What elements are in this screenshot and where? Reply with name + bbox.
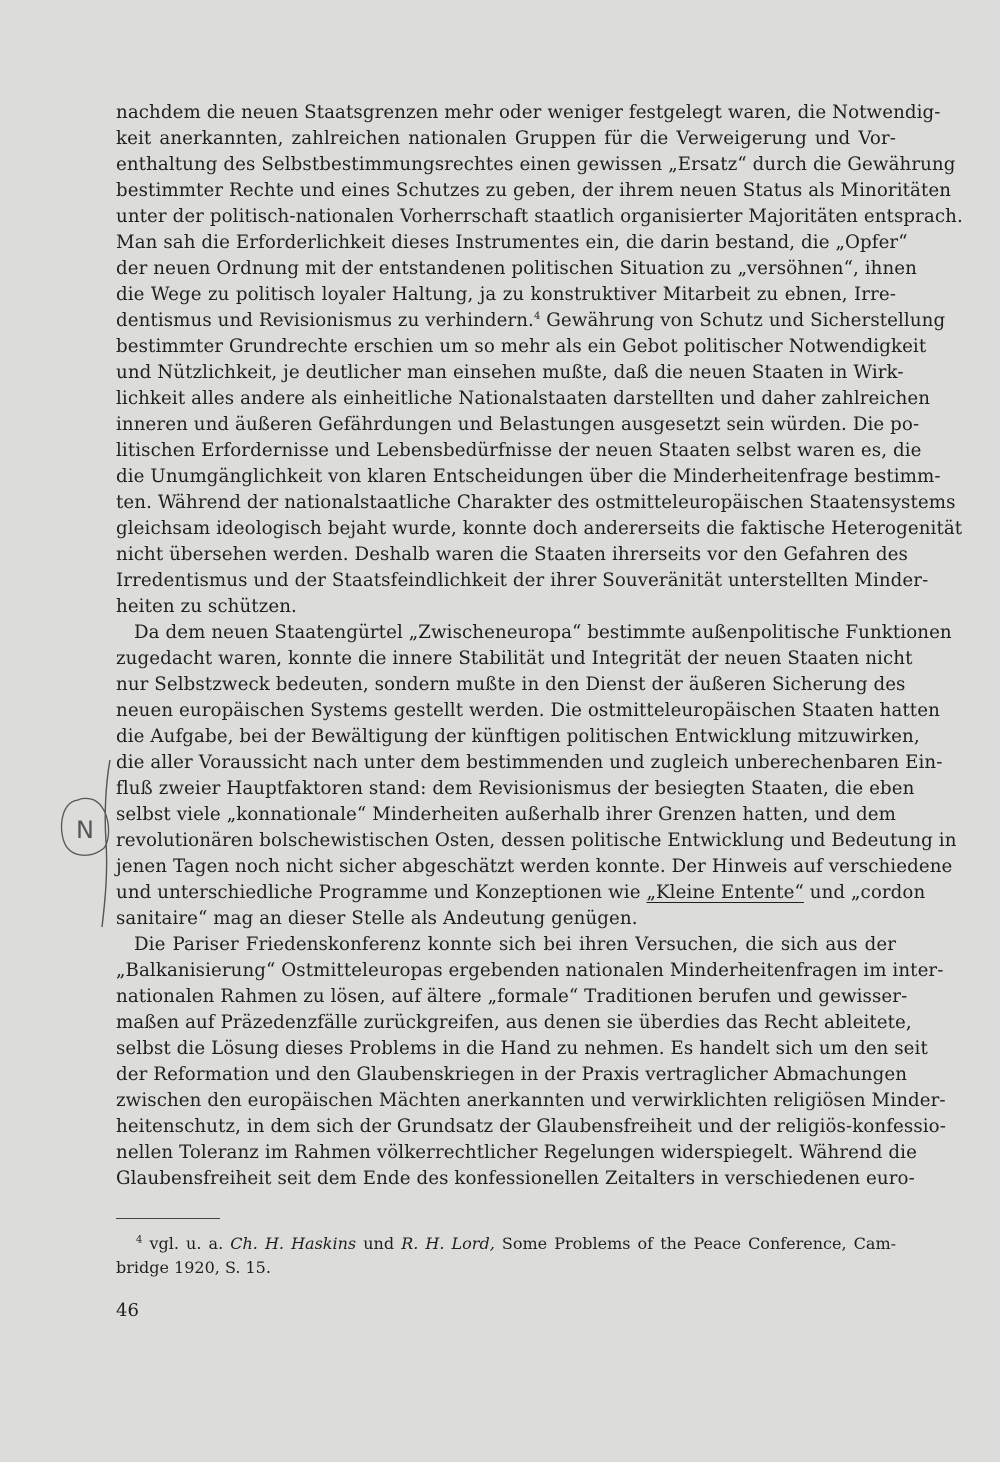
page-number: 46 — [116, 1300, 139, 1321]
footnote-number: 4 — [136, 1234, 143, 1246]
text-line: nicht übersehen werden. Deshalb waren die Staaten ihrerseits vor den Gefahren des — [116, 544, 908, 565]
margin-annotation — [48, 752, 128, 932]
text-line: Man sah die Erforderlichkeit dieses Instrumentes ein, die darin bestand, die „Opfer“ — [116, 232, 908, 253]
text-line: die aller Voraussicht nach unter dem bestimmenden und zugleich unberechenbaren Ein- — [116, 752, 943, 773]
text-line — [116, 308, 946, 334]
text-line: selbst die Lösung dieses Problems in die Hand zu nehmen. Es handelt sich um den seit — [116, 1038, 928, 1059]
text-line: die Unumgänglichkeit von klaren Entscheidungen über die Minderheitenfrage bestimm- — [116, 466, 941, 487]
text-line: Da dem neuen Staatengürtel „Zwischeneuropa“ bestimmte außenpolitische Funktionen — [134, 622, 952, 643]
text-line: Glaubensfreiheit seit dem Ende des konfessionellen Zeitalters in verschiedenen euro- — [116, 1168, 915, 1189]
text-line: unter der politisch-nationalen Vorherrschaft staatlich organisierter Majoritäten entsprach. — [116, 206, 963, 227]
text-line: maßen auf Präzedenzfälle zurückgreifen, aus denen sie überdies das Recht ableitete, — [116, 1012, 912, 1033]
text-line: zwischen den europäischen Mächten anerkannten und verwirklichten religiösen Minder- — [116, 1090, 946, 1111]
text-segment: Gewährung von Schutz und Sicherstellung — [540, 310, 946, 331]
paragraph-3 — [116, 932, 946, 1192]
text-line: „Balkanisierung“ Ostmitteleuropas ergebenden nationalen Minderheitenfragen im inter- — [116, 960, 944, 981]
body-text — [116, 100, 963, 1192]
text-line: fluß zweier Hauptfaktoren stand: dem Revisionismus der besiegten Staaten, die eben — [116, 778, 915, 799]
footnote-line: bridge 1920, S. 15. — [116, 1258, 271, 1277]
text-segment: und unterschiedliche Programme und Konzeptionen wie — [116, 882, 647, 903]
text-line: der neuen Ordnung mit der entstandenen politischen Situation zu „versöhnen“, ihnen — [116, 258, 917, 279]
text-line: selbst viele „konnationale“ Minderheiten außerhalb ihrer Grenzen hatten, und dem — [116, 804, 896, 825]
text-line: revolutionären bolschewistischen Osten, dessen politische Entwicklung und Bedeutung in — [116, 830, 957, 851]
footnote-author: Ch. H. Haskins — [230, 1234, 357, 1253]
text-line: jenen Tagen noch nicht sicher abgeschätzt werden konnte. Der Hinweis auf verschiedene — [116, 856, 953, 877]
paragraph-2 — [116, 620, 957, 932]
text-line: heiten zu schützen. — [116, 596, 297, 617]
text-line: litischen Erfordernisse und Lebensbedürfnisse der neuen Staaten selbst waren es, die — [116, 440, 922, 461]
footnote-author: R. H. Lord, — [401, 1234, 495, 1253]
text-line: lichkeit alles andere als einheitliche Nationalstaaten darstellten und daher zahlreichen — [116, 388, 931, 409]
text-line: nellen Toleranz im Rahmen völkerrechtlicher Regelungen widerspiegelt. Während die — [116, 1142, 917, 1163]
text-line: enthaltung des Selbstbestimmungsrechtes einen gewissen „Ersatz“ durch die Gewährung — [116, 154, 956, 175]
text-line: nationalen Rahmen zu lösen, auf ältere „formale“ Traditionen berufen und gewisser- — [116, 986, 908, 1007]
text-line: bestimmter Rechte und eines Schutzes zu geben, der ihrem neuen Status als Minoritäten — [116, 180, 952, 201]
text-line: nachdem die neuen Staatsgrenzen mehr oder weniger festgelegt waren, die Notwendig- — [116, 102, 941, 123]
footnote — [116, 1232, 896, 1280]
footnote-reference[interactable]: 4 — [533, 310, 541, 322]
text-line: ten. Während der nationalstaatliche Charakter des ostmitteleuropäischen Staatensystems — [116, 492, 956, 513]
footnote-text: Some Problems of the Peace Conference, Cam- — [494, 1234, 897, 1253]
text-line: bestimmter Grundrechte erschien um so mehr als ein Gebot politischer Notwendigkeit — [116, 336, 927, 357]
footnote-text: und — [356, 1234, 402, 1253]
text-line: und Nützlichkeit, je deutlicher man einsehen mußte, daß die neuen Staaten in Wirk- — [116, 362, 904, 383]
paragraph-1 — [116, 100, 963, 620]
text-line — [116, 880, 926, 906]
text-segment: dentismus und Revisionismus zu verhindern. — [116, 310, 534, 331]
text-line: nur Selbstzweck bedeuten, sondern mußte in den Dienst der äußeren Sicherung des — [116, 674, 906, 695]
text-line: sanitaire“ mag an dieser Stelle als Andeutung genügen. — [116, 908, 638, 929]
text-line: der Reformation und den Glaubenskriegen in der Praxis vertraglicher Abmachungen — [116, 1064, 908, 1085]
footnote-text: vgl. u. a. — [142, 1234, 231, 1253]
text-line: zugedacht waren, konnte die innere Stabilität und Integrität der neuen Staaten nicht — [116, 648, 913, 669]
text-line: Die Pariser Friedenskonferenz konnte sich bei ihren Versuchen, die sich aus der — [134, 934, 896, 955]
footnote-line — [116, 1232, 896, 1256]
text-segment: und „cordon — [803, 882, 926, 903]
text-line: die Wege zu politisch loyaler Haltung, ja zu konstruktiver Mitarbeit zu ebnen, Irre- — [116, 284, 896, 305]
text-line: heitenschutz, in dem sich der Grundsatz der Glaubensfreiheit und der religiös-konfessio- — [116, 1116, 946, 1137]
underlined-phrase: „Kleine Entente“ — [646, 882, 804, 903]
text-line: keit anerkannten, zahlreichen nationalen Gruppen für die Verweigerung und Vor- — [116, 128, 896, 149]
text-line: gleichsam ideologisch bejaht wurde, konnte doch andererseits die faktische Heterogenität — [116, 518, 963, 539]
text-line: inneren und äußeren Gefährdungen und Belastungen ausgesetzt sein würden. Die po- — [116, 414, 920, 435]
text-line: Irredentismus und der Staatsfeindlichkeit der ihrer Souveränität unterstellten Minder- — [116, 570, 929, 591]
text-line: neuen europäischen Systems gestellt werden. Die ostmitteleuropäischen Staaten hatten — [116, 700, 940, 721]
text-line: die Aufgabe, bei der Bewältigung der künftigen politischen Entwicklung mitzuwirken, — [116, 726, 920, 747]
footnote-separator — [116, 1218, 220, 1219]
circled-mark-letter: N — [76, 816, 94, 844]
